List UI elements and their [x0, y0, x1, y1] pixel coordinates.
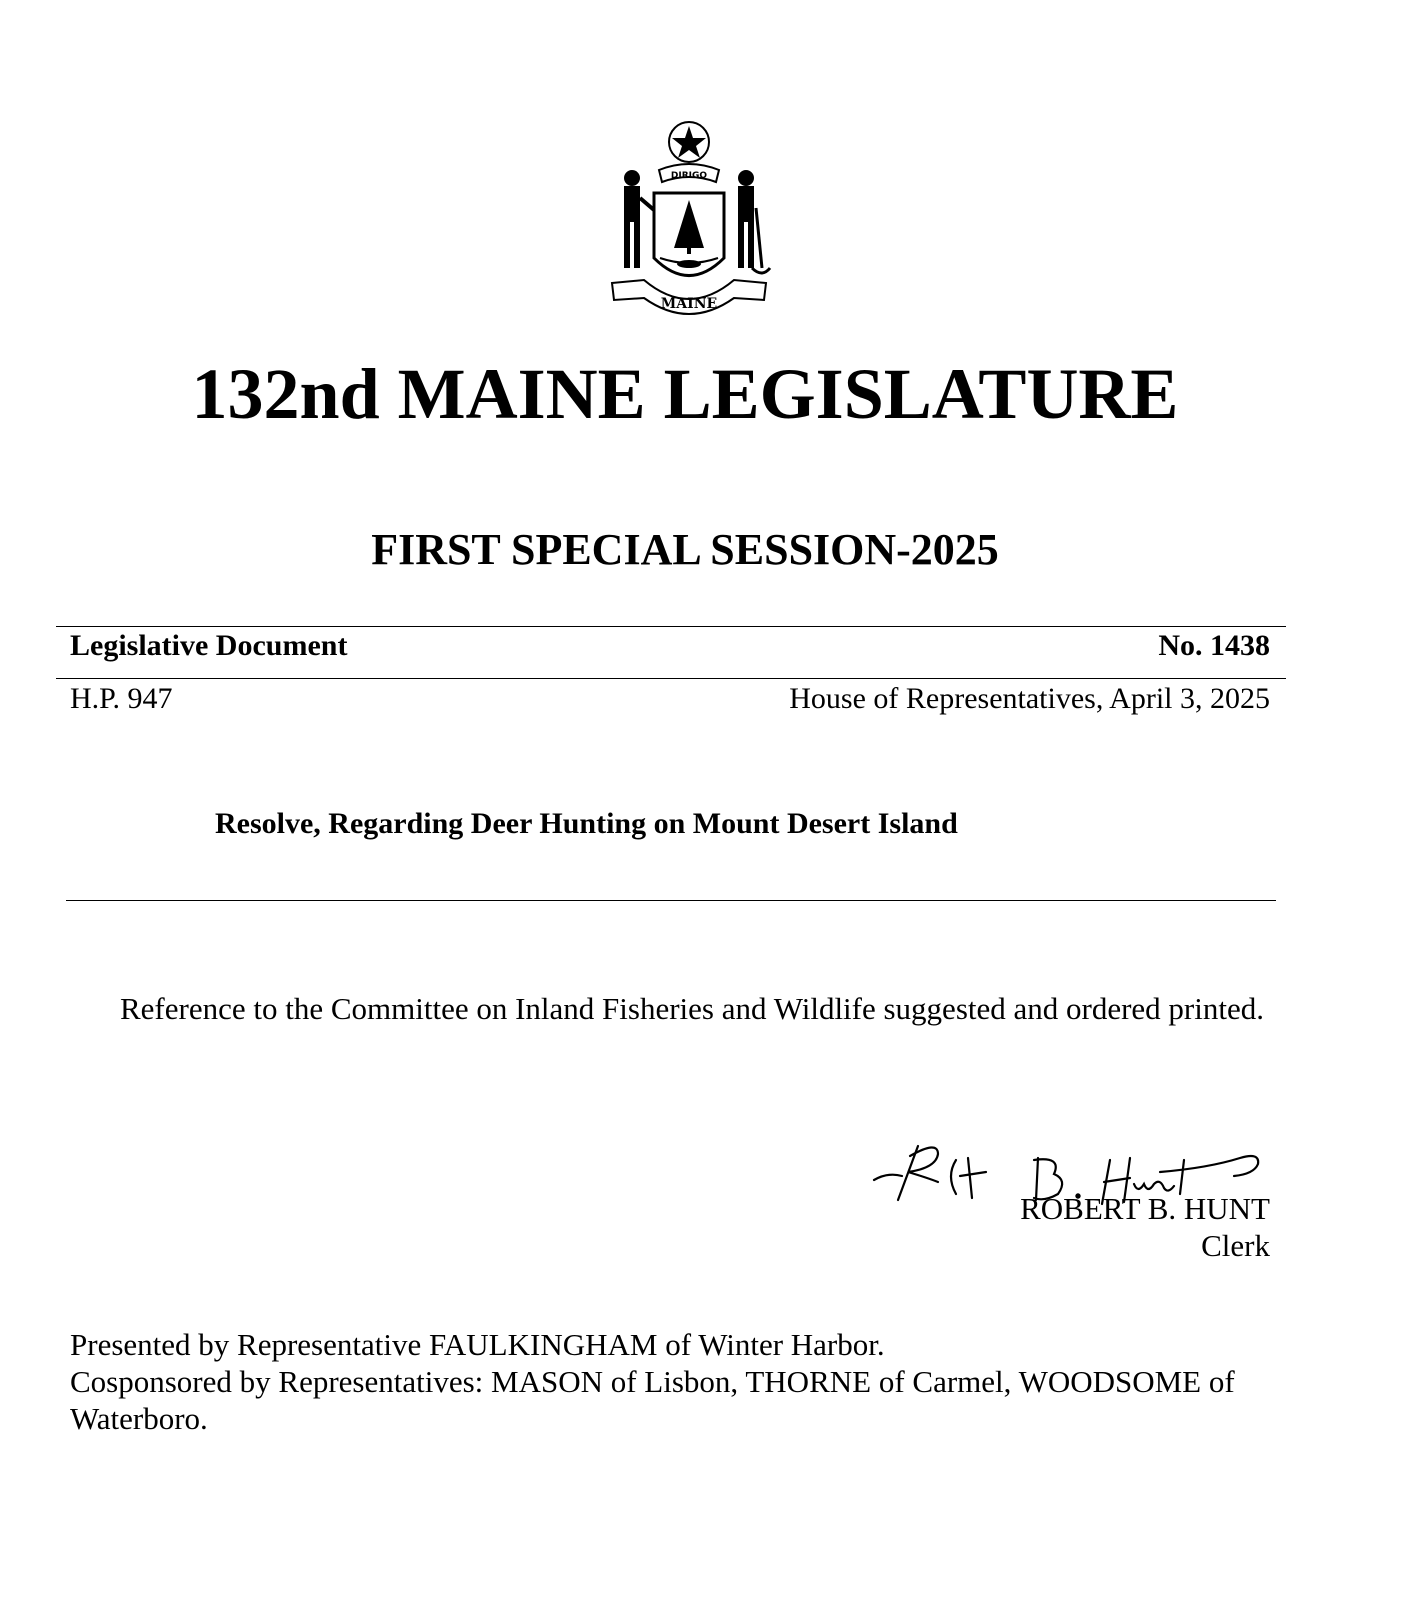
title-bottom-rule — [66, 900, 1276, 901]
origin-date: House of Representatives, April 3, 2025 — [789, 682, 1270, 715]
reference-text: Reference to the Committee on Inland Fisheries and Wildlife suggested and ordered printed. — [120, 991, 1264, 1026]
presented-by-line: Presented by Representative FAULKINGHAM of Winter Harbor. — [70, 1327, 885, 1362]
session-title: FIRST SPECIAL SESSION-2025 — [371, 525, 999, 574]
clerk-title: Clerk — [1201, 1228, 1270, 1263]
top-rule — [56, 626, 1286, 627]
cosponsored-by-line: Cosponsored by Representatives: MASON of Lisbon, THORNE of Carmel, WOODSOME of Waterboro. — [70, 1364, 1235, 1436]
reference-paragraph — [70, 990, 1270, 1027]
resolve-title: Resolve, Regarding Deer Hunting on Mount Desert Island — [215, 807, 958, 840]
document-number: No. 1438 — [1158, 629, 1270, 662]
maine-state-seal-icon — [604, 118, 774, 338]
legislature-title: 132nd MAINE LEGISLATURE — [191, 354, 1179, 434]
seal-dirigo-text: DIRIGO — [670, 171, 708, 181]
seal-maine-text: MAINE — [660, 296, 718, 312]
house-paper-number: H.P. 947 — [70, 682, 173, 715]
document-type-label: Legislative Document — [70, 629, 348, 662]
sponsor-block — [70, 1326, 1330, 1437]
clerk-name: ROBERT B. HUNT — [1020, 1191, 1270, 1226]
middle-rule — [56, 678, 1286, 679]
